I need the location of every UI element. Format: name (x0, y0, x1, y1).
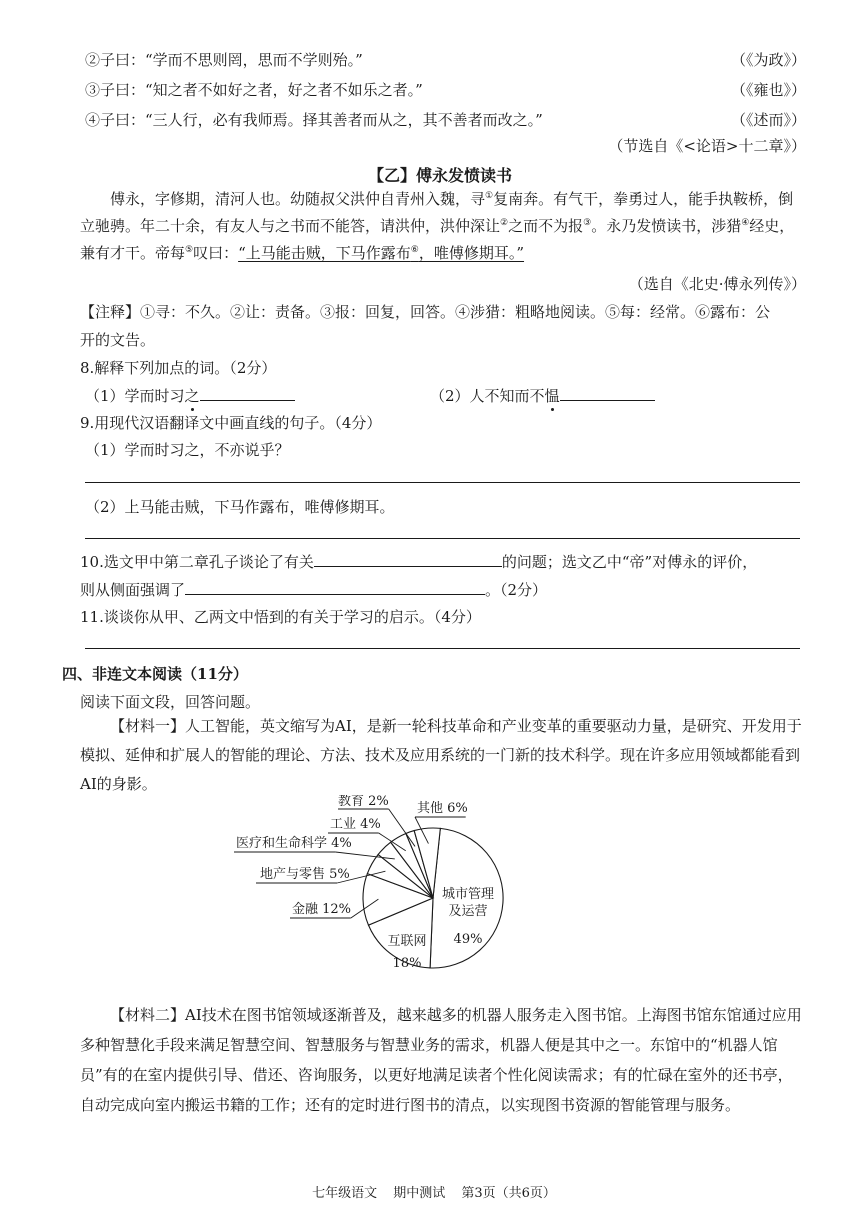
q10-answer-1[interactable] (314, 552, 502, 567)
footer-subject: 七年级语文 (312, 1186, 378, 1201)
slice-outer-label: 教育 2% (338, 795, 389, 809)
slice-outer-label: 地产与零售 5% (260, 867, 350, 882)
page-footer (0, 1182, 868, 1201)
slice-outer-label: 其他 6% (417, 801, 468, 816)
q9-sentence-1: （1）学而时习之，不亦说乎？ (85, 441, 290, 459)
slice-value: 49% (453, 932, 483, 947)
q11-answer-line[interactable] (85, 648, 800, 649)
material-1: 【材料一】人工智能，英文缩写为AI，是新一轮科技革命和产业变革的重要驱动力量，是研究、开发用于模拟、延伸和扩展人的智能的理论、方法、技术及应用系统的一门新的技术科学。现在许多应用领域都能看到AI的身影。 (80, 717, 802, 793)
quote-4: ④子曰：“三人行，必有我师焉。择其善者而从之，其不善者而改之。” (85, 111, 543, 129)
q10-line-2: 则从侧面强调了 。（2分） (80, 581, 548, 599)
material-2: 【材料二】AI技术在图书馆领域逐渐普及，越来越多的机器人服务走入图书馆。上海图书馆东馆通过应用多种智慧化手段来满足智慧空间、智慧服务与智慧业务的需求，机器人便是其中之一。东馆中的“机器人馆员”有的在室内提供引导、借还、咨询服务，以更好地满足读者个性化阅读需求；有的忙碌在室外的还书亭，自动完成向室内搬运书籍的工作；还有的定时进行图书的清点，以实现图书资源的智能管理与服务。 (80, 1006, 802, 1114)
slice-value: 18% (392, 956, 422, 971)
q8-answer-1[interactable] (200, 386, 295, 401)
quote-3-source: （《雍也》） (730, 81, 806, 99)
quote-2-source: （《为政》） (730, 51, 806, 69)
notes-line-1: 【注释】①寻：不久。②让：责备。③报：回复，回答。④涉猎：粗略地阅读。⑤每：经常。⑥露布：公 (80, 303, 771, 321)
quotes-source: （节选自《<论语>十二章》） (608, 137, 806, 155)
q11-stem: 11.谈谈你从甲、乙两文中悟到的有关于学习的启示。（4分） (80, 608, 481, 626)
q10-line-1: 10.选文甲中第二章孔子谈论了有关 的问题；选文乙中“帝”对傅永的评价， (80, 553, 758, 571)
q10-answer-2[interactable] (185, 580, 485, 595)
yi-passage: 傅永，字修期，清河人也。幼随叔父洪仲自青州入魏，寻①复南奔。有气干，拳勇过人，能手执鞍桥，倒立驰骋。年二十余，有友人与之书而不能答，请洪仲，洪仲深让②之而不为报③。永乃发愤读书，涉猎④经史，兼有才干。帝每⑤叹曰：“上马能击贼，下马作露布⑥，唯傅修期耳。” (80, 190, 795, 262)
footer-exam: 期中测试 (393, 1186, 446, 1201)
quote-4-source: （《述而》） (730, 111, 806, 129)
yi-source: （选自《北史·傅永列传》） (628, 275, 806, 293)
slice-label: 互联网 (387, 934, 427, 949)
quote-2: ②子曰：“学而不思则罔，思而不学则殆。” (85, 51, 363, 69)
section-4-title: 四、非连文本阅读（11分） (62, 665, 248, 683)
q8-answer-2[interactable] (560, 386, 655, 401)
section-4-instruction: 阅读下面文段，回答问题。 (80, 693, 261, 711)
q9-stem: 9.用现代汉语翻译文中画直线的句子。（4分） (80, 414, 382, 432)
slice-outer-label: 金融 12% (292, 902, 352, 917)
slice-outer-label: 医疗和生命科学 4% (236, 836, 352, 851)
q9-answer-line-2[interactable] (85, 538, 800, 539)
q9-answer-line-1[interactable] (85, 482, 800, 483)
q8-item-1: （1）学而时习之 (85, 386, 295, 406)
yi-title: 【乙】傅永发愤读书 (368, 166, 513, 185)
footer-page: 第3页（共6页） (461, 1186, 556, 1201)
quote-3: ③子曰：“知之者不如好之者，好之者不如乐之者。” (85, 81, 423, 99)
slice-label: 城市管理 (441, 887, 495, 902)
notes-line-2: 开的文告。 (80, 331, 156, 349)
underlined-sentence: “上马能击贼，下马作露布⑥，唯傅修期耳。” (238, 244, 525, 262)
slice-outer-label: 工业 4% (330, 817, 381, 832)
slice-label: 及运营 (448, 904, 488, 919)
q8-item-2: （2）人不知而不愠 (430, 386, 655, 406)
q9-sentence-2: （2）上马能击贼，下马作露布，唯傅修期耳。 (85, 498, 395, 516)
q8-stem: 8.解释下列加点的词。（2分） (80, 359, 277, 377)
ai-application-pie-chart (220, 795, 520, 995)
